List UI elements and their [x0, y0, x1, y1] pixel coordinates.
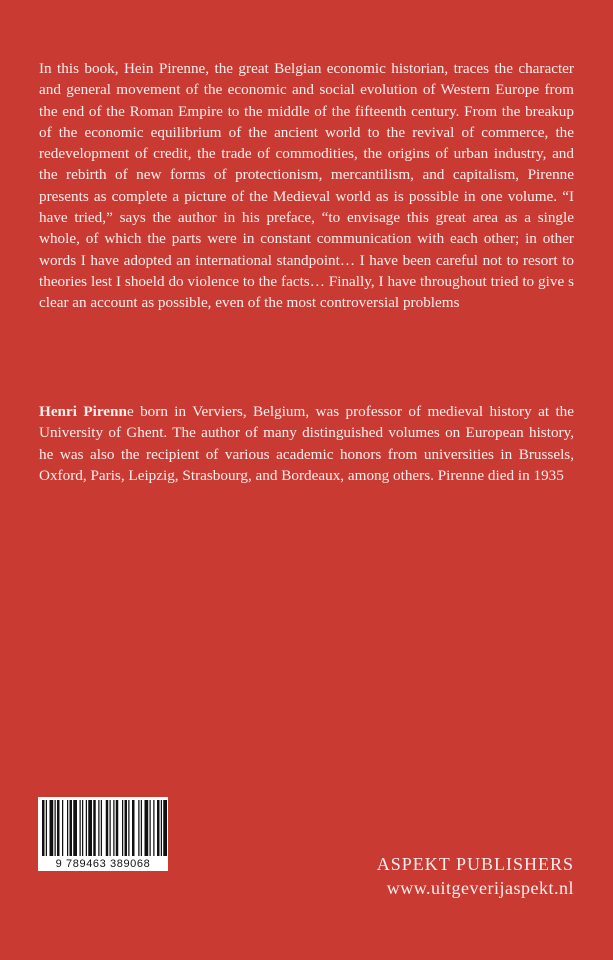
publisher-name: ASPEKT PUBLISHERS: [376, 854, 574, 874]
publisher-block: [377, 852, 574, 900]
author-bio-text: e born in Verviers, Belgium, was professor of medieval history at the University of Ghent. The author of many distinguished volumes on European history, he was also the recipient of various academic honors from universities in Brussels, Oxford, Paris, Leipzig, Strasbourg, and Bordeaux, among others. Pirenne died in 1935: [39, 403, 575, 484]
isbn-barcode: [38, 797, 168, 871]
publisher-url: www.uitgeverijaspekt.nl: [386, 878, 574, 898]
author-bio: [39, 401, 574, 486]
book-description: In this book, Hein Pirenne, the great Belgian economic historian, traces the character and general movement of the economic and social evolution of Western Europe from the end of the Roman Empire to the middle of the fifteenth century. From the breakup of the economic equilibrium of the ancient world to the revival of commerce, the redevelopment of credit, the trade of commodities, the origins of urban industry, and the rebirth of new forms of protectionism, mercantilism, and capitalism, Pirenne presents as complete a picture of the Medieval world as is possible in one volume. “I have tried,” says the author in his preface, “to envisage this great area as a single whole, of which the parts were in constant communication with each other; in other words I have adopted an international standpoint… I have been careful not to resort to theories lest I shoeld do violence to the facts… Finally, I have throughout tried to give s clear an account as possible, even of the most controversial problems: [39, 60, 574, 312]
isbn-number: 9 789463 389068: [55, 858, 151, 870]
barcode-bars: [38, 797, 168, 859]
author-name: Henri Pirenn: [39, 403, 127, 420]
